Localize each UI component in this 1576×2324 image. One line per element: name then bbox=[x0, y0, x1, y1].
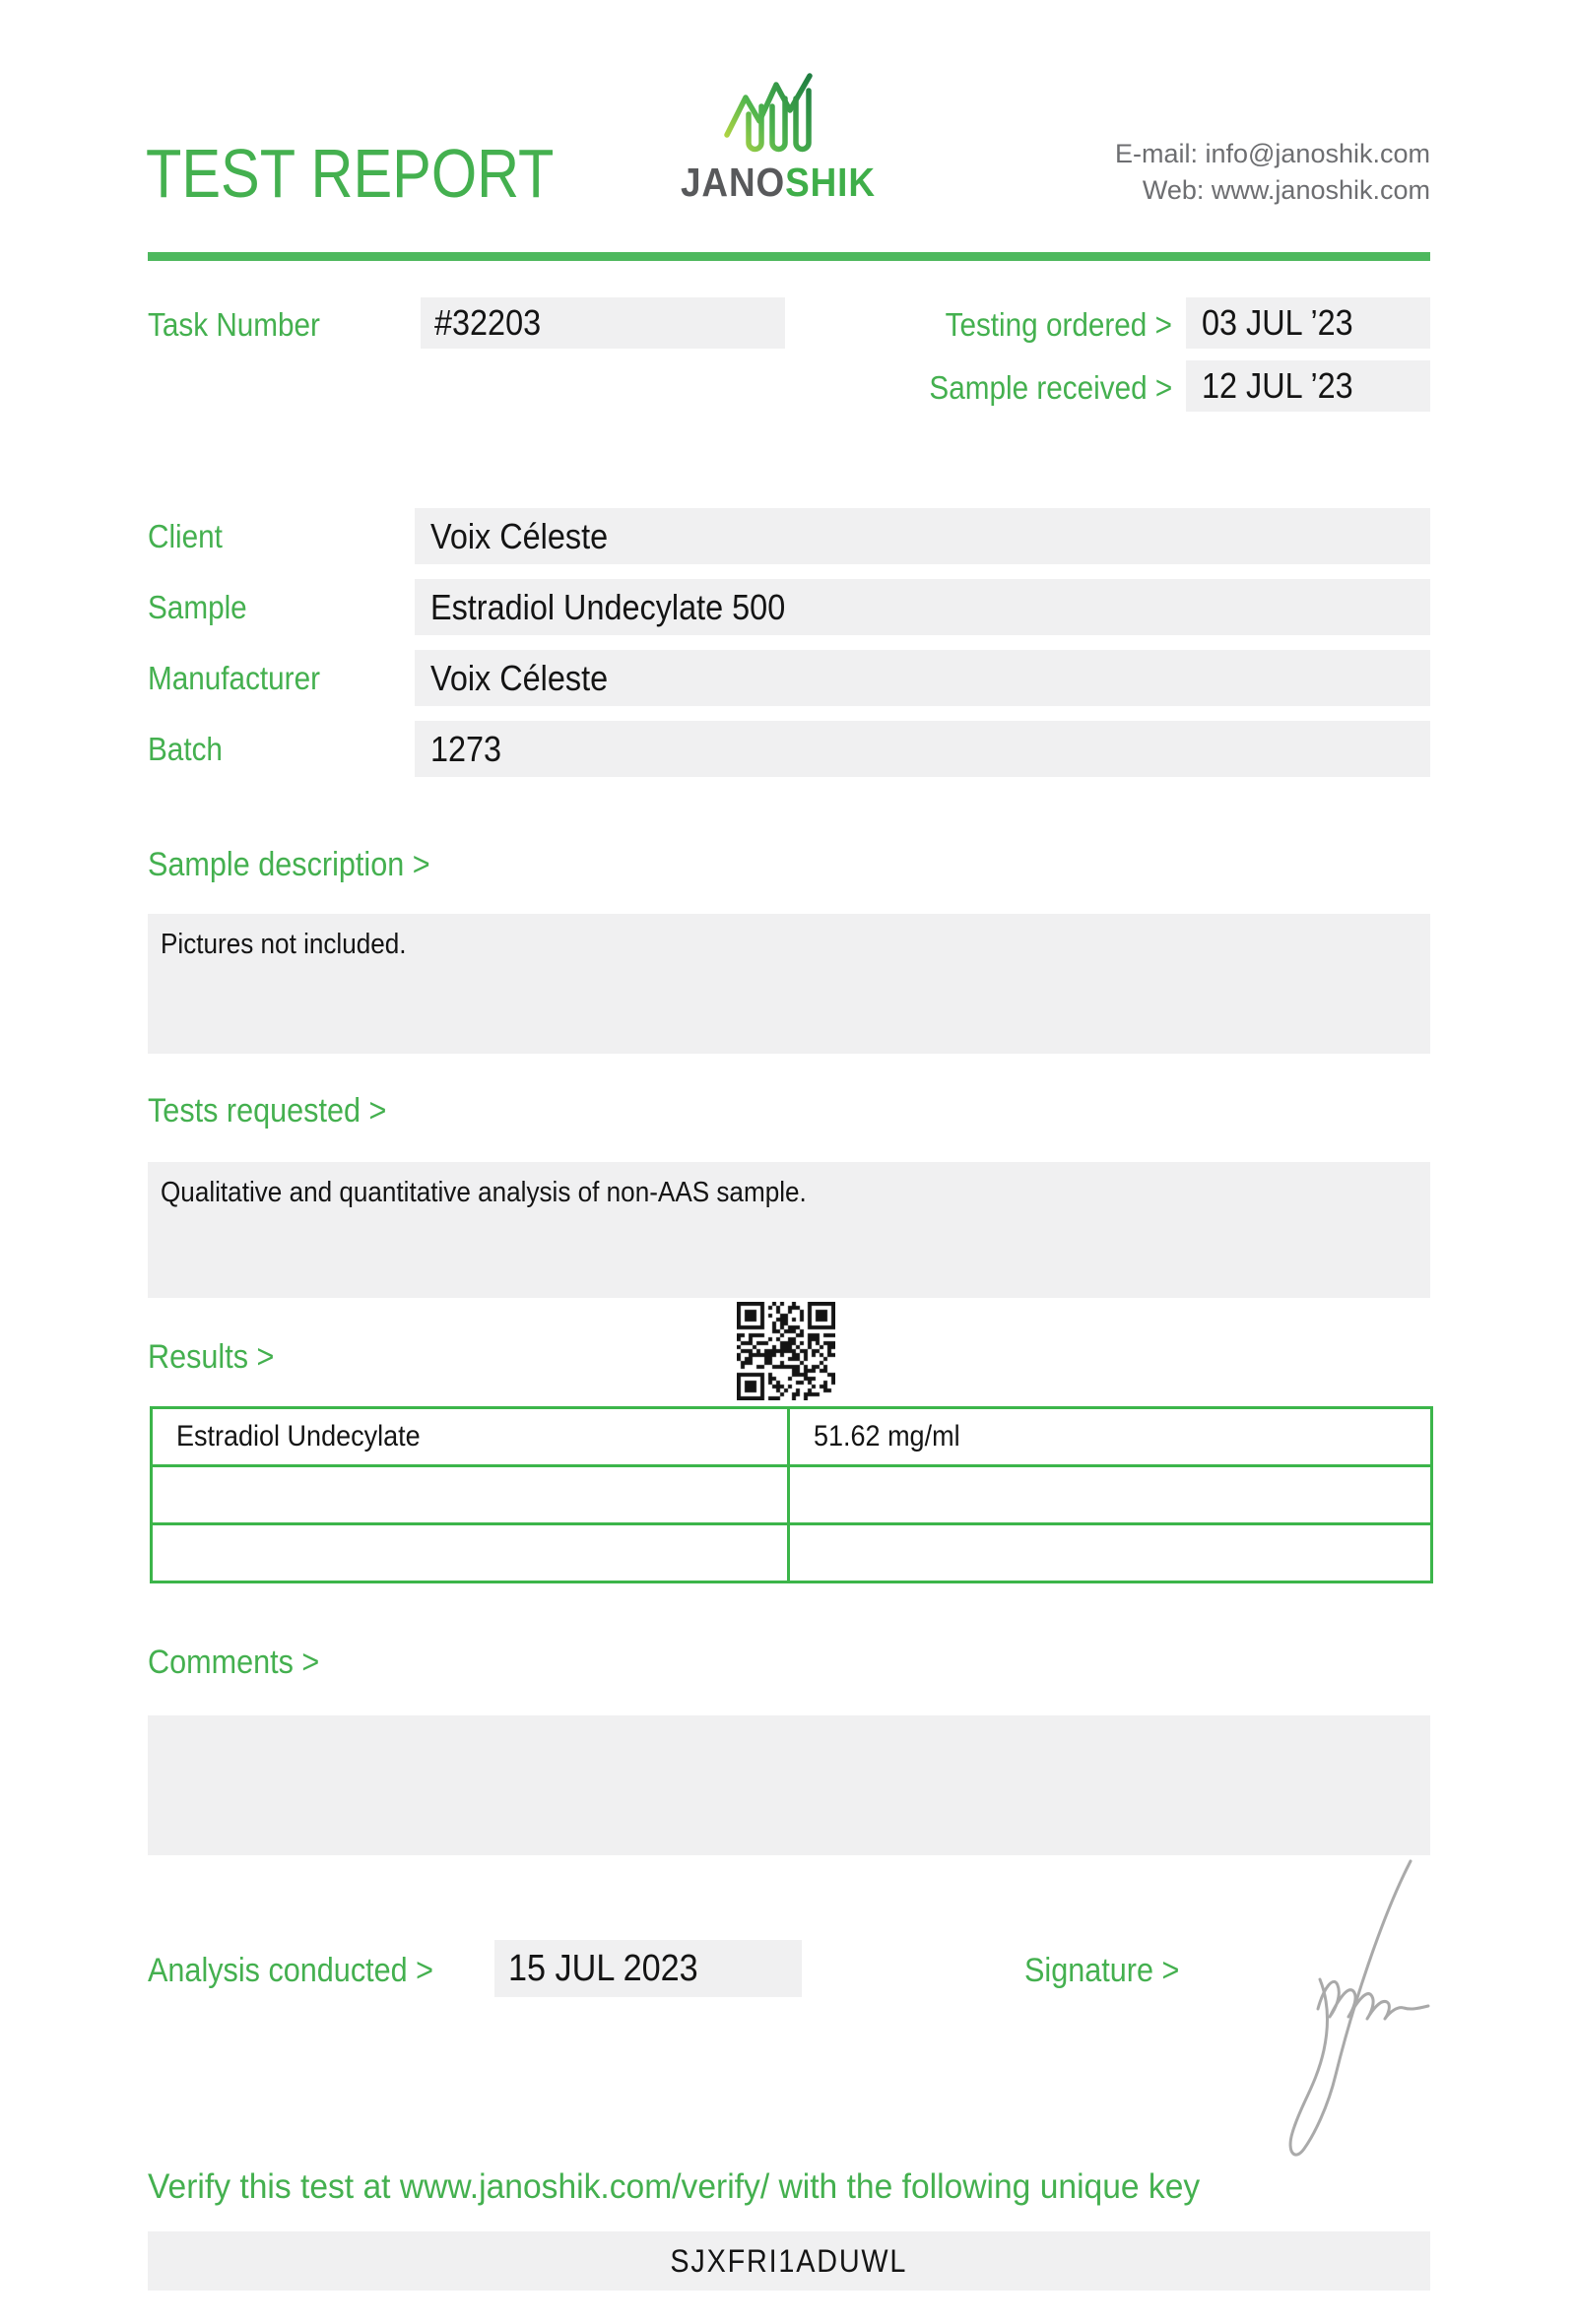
contact-email: E-mail: info@janoshik.com bbox=[1114, 139, 1430, 168]
signature-image bbox=[1261, 1853, 1453, 2163]
result-amount bbox=[790, 1525, 1430, 1581]
task-number-value: #32203 bbox=[421, 297, 785, 349]
logo-chart-icon bbox=[719, 73, 837, 158]
header-divider bbox=[148, 252, 1430, 261]
comments-heading: Comments > bbox=[148, 1644, 320, 1681]
signature-label: Signature > bbox=[1024, 1952, 1180, 1989]
batch-value: 1273 bbox=[415, 721, 1430, 777]
sample-description-box bbox=[148, 914, 1430, 1054]
sample-description-heading: Sample description > bbox=[148, 846, 430, 883]
sample-received-value: 12 JUL ’23 bbox=[1186, 360, 1430, 412]
contact-info bbox=[936, 136, 1430, 209]
analysis-conducted-value: 15 JUL 2023 bbox=[494, 1940, 802, 1997]
manufacturer-value: Voix Céleste bbox=[415, 650, 1430, 706]
tests-requested-text: Qualitative and quantitative analysis of non-AAS sample. bbox=[161, 1177, 807, 1208]
qr-code bbox=[737, 1302, 835, 1400]
result-substance bbox=[153, 1467, 787, 1522]
result-amount: 51.62 mg/ml bbox=[790, 1409, 1430, 1464]
task-number-label: Task Number bbox=[148, 306, 320, 343]
result-substance bbox=[153, 1525, 787, 1581]
result-substance: Estradiol Undecylate bbox=[153, 1409, 787, 1464]
client-value: Voix Céleste bbox=[415, 508, 1430, 564]
comments-text bbox=[148, 1715, 1430, 1764]
logo-wordmark: JANOSHIK bbox=[681, 160, 876, 205]
tests-requested-box bbox=[148, 1162, 1430, 1298]
manufacturer-label: Manufacturer bbox=[148, 660, 320, 696]
verify-key: SJXFRI1ADUWL bbox=[148, 2231, 1430, 2291]
brand-logo bbox=[630, 73, 926, 206]
tests-requested-heading: Tests requested > bbox=[148, 1092, 387, 1130]
client-label: Client bbox=[148, 518, 223, 554]
testing-ordered-label: Testing ordered > bbox=[945, 306, 1172, 343]
sample-value: Estradiol Undecylate 500 bbox=[415, 579, 1430, 635]
analysis-conducted-label: Analysis conducted > bbox=[148, 1952, 434, 1989]
result-amount bbox=[790, 1467, 1430, 1522]
verify-instruction: Verify this test at www.janoshik.com/verify/ with the following unique key bbox=[148, 2167, 1201, 2206]
sample-description-text: Pictures not included. bbox=[161, 929, 407, 960]
contact-web: Web: www.janoshik.com bbox=[1142, 175, 1430, 205]
page-title: TEST REPORT bbox=[146, 135, 555, 212]
testing-ordered-value: 03 JUL ’23 bbox=[1186, 297, 1430, 349]
comments-box bbox=[148, 1715, 1430, 1855]
sample-label: Sample bbox=[148, 589, 247, 625]
sample-received-label: Sample received > bbox=[929, 369, 1172, 406]
results-heading: Results > bbox=[148, 1338, 275, 1376]
results-table bbox=[150, 1406, 1433, 1583]
batch-label: Batch bbox=[148, 731, 223, 767]
